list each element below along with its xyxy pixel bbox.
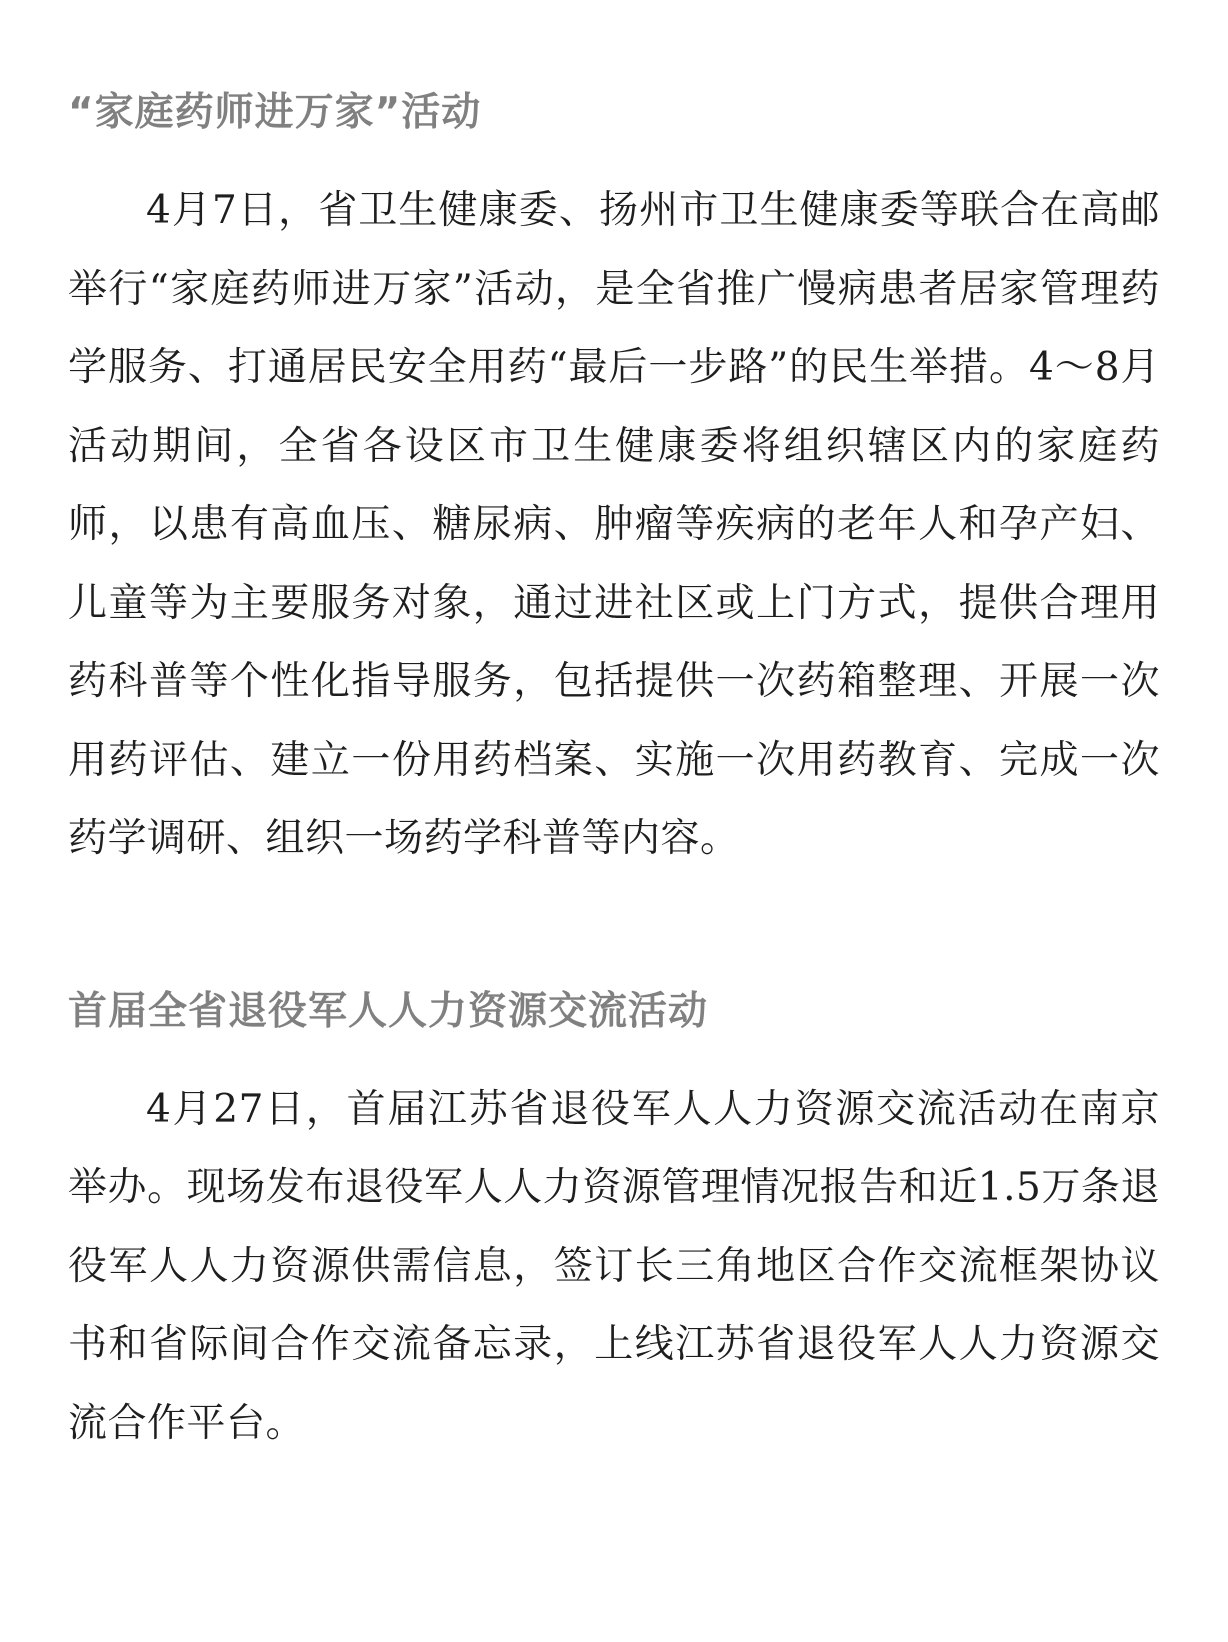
section-heading: 首届全省退役军人人力资源交流活动 <box>68 988 709 1034</box>
document-page <box>68 78 1160 1463</box>
section-heading: “家庭药师进万家”活动 <box>68 90 482 135</box>
news-item-family-pharmacist <box>68 78 1160 879</box>
news-item-veterans-hr-exchange <box>68 977 1160 1464</box>
section-paragraph: 4月27日，首届江苏省退役军人人力资源交流活动在南京举办。现场发布退役军人人力资源管理情况报告和近1.5万条退役军人人力资源供需信息，签订长三角地区合作交流框架协议书和省际间合作交流备忘录，上线江苏省退役军人人力资源交流合作平台。 <box>68 1086 1160 1446</box>
section-paragraph: 4月7日，省卫生健康委、扬州市卫生健康委等联合在高邮举行“家庭药师进万家”活动，是全省推广慢病患者居家管理药学服务、打通居民安全用药“最后一步路”的民生举措。4～8月活动期间，全省各设区市卫生健康委将组织辖区内的家庭药师，以患有高血压、糖尿病、肿瘤等疾病的老年人和孕产妇、儿童等为主要服务对象，通过进社区或上门方式，提供合理用药科普等个性化指导服务，包括提供一次药箱整理、开展一次用药评估、建立一份用药档案、实施一次用药教育、完成一次药学调研、组织一场药学科普等内容。 <box>68 188 1160 861</box>
